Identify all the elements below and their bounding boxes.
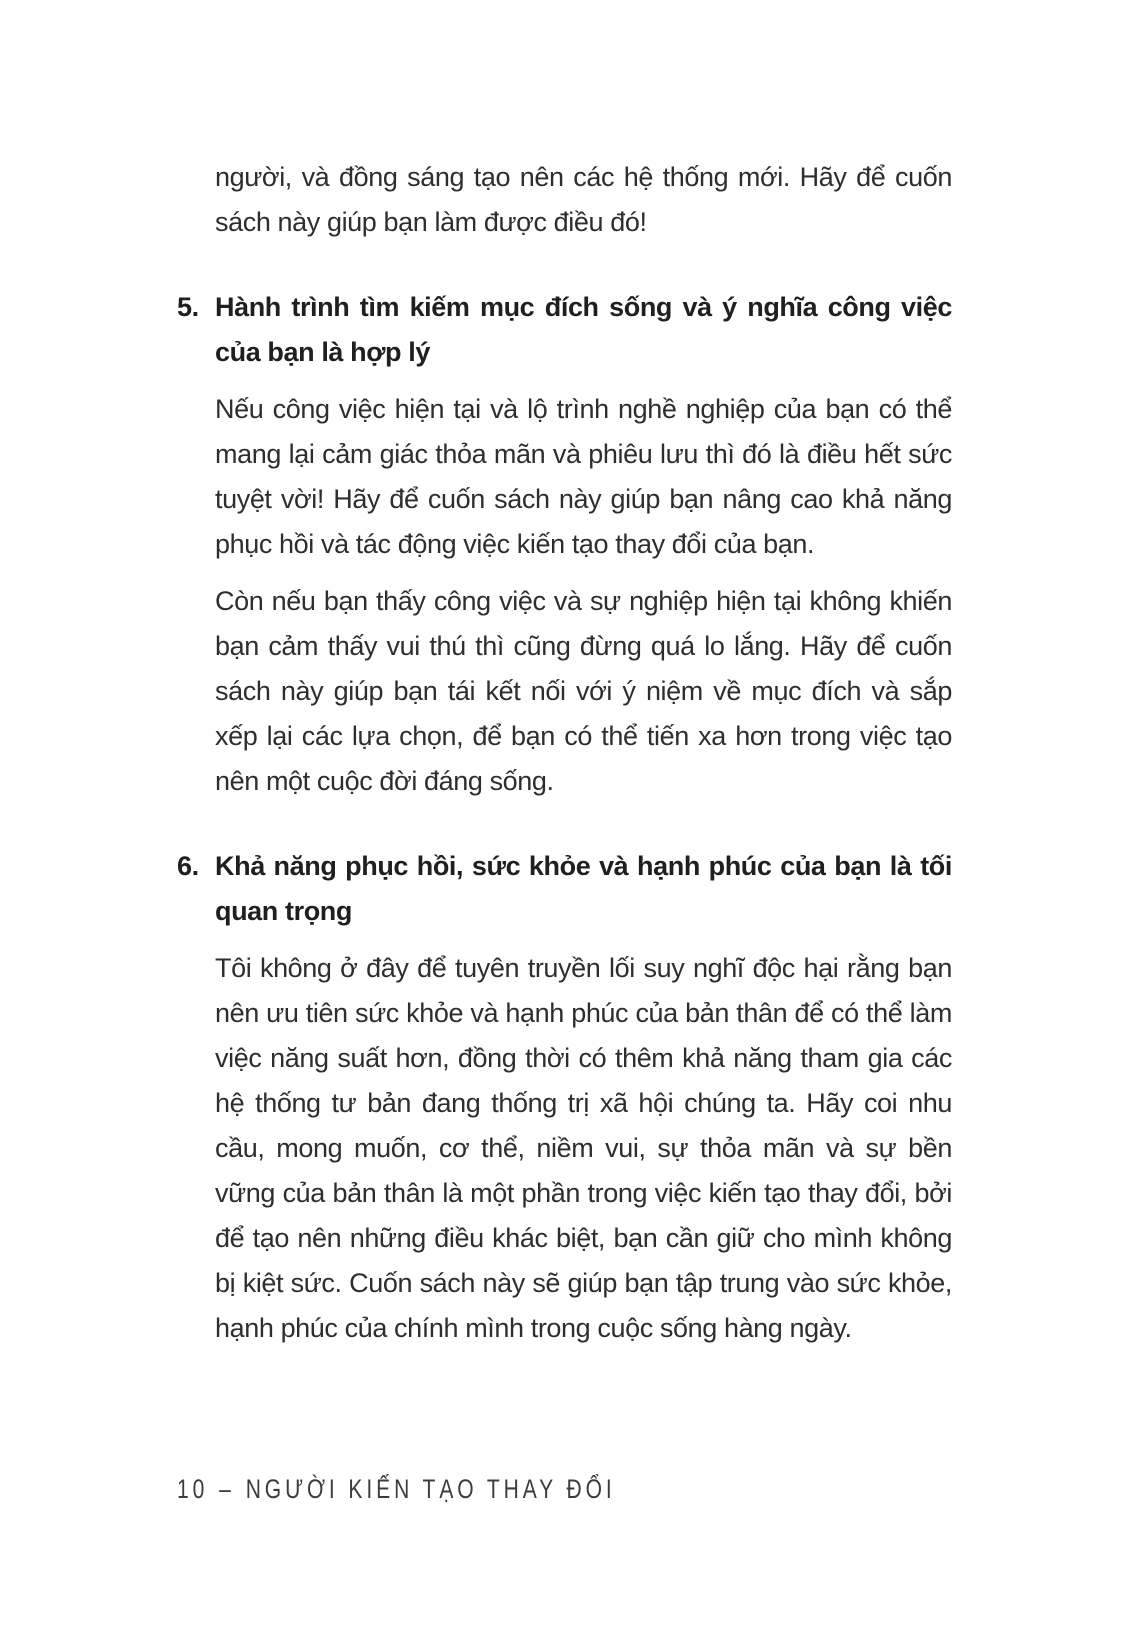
item-6-heading-text: Khả năng phục hồi, sức khỏe và hạnh phúc của bạn là tối quan trọng (215, 851, 952, 926)
item-6-paragraph-1: Tôi không ở đây để tuyên truyền lối suy nghĩ độc hại rằng bạn nên ưu tiên sức khỏe và hạnh phúc của bản thân để có thể làm việc năng suất hơn, đồng thời có thêm khả năng tham gia các hệ thống tư bản đang thống trị xã hội chúng ta. Hãy coi nhu cầu, mong muốn, cơ thể, niềm vui, sự thỏa mãn và sự bền vững của bản thân là một phần trong việc kiến tạo thay đổi, bởi để tạo nên những điều khác biệt, bạn cần giữ cho mình không bị kiệt sức. Cuốn sách này sẽ giúp bạn tập trung vào sức khỏe, hạnh phúc của chính mình trong cuộc sống hàng ngày. (215, 953, 952, 1343)
item-6-heading (177, 844, 952, 934)
intro-paragraph: người, và đồng sáng tạo nên các hệ thống mới. Hãy để cuốn sách này giúp bạn làm được điều đó! (215, 162, 952, 237)
page-content (177, 0, 952, 1351)
item-6-number: 6. (177, 851, 199, 881)
numbered-item-5 (177, 285, 952, 804)
item-5-heading-text: Hành trình tìm kiếm mục đích sống và ý nghĩa công việc của bạn là hợp lý (215, 292, 952, 367)
page-footer (177, 1474, 616, 1505)
page-number: 10 (177, 1474, 209, 1504)
item-5-paragraph-1: Nếu công việc hiện tại và lộ trình nghề nghiệp của bạn có thể mang lại cảm giác thỏa mãn và phiêu lưu thì đó là điều hết sức tuyệt vời! Hãy để cuốn sách này giúp bạn nâng cao khả năng phục hồi và tác động việc kiến tạo thay đổi của bạn. (215, 394, 952, 559)
book-title: NGƯỜI KIẾN TẠO THAY ĐỔI (245, 1474, 616, 1504)
item-5-paragraph-2: Còn nếu bạn thấy công việc và sự nghiệp hiện tại không khiến bạn cảm thấy vui thú thì cũng đừng quá lo lắng. Hãy để cuốn sách này giúp bạn tái kết nối với ý niệm về mục đích và sắp xếp lại các lựa chọn, để bạn có thể tiến xa hơn trong việc tạo nên một cuộc đời đáng sống. (215, 586, 952, 796)
numbered-item-6 (177, 844, 952, 1351)
item-5-heading (177, 285, 952, 375)
footer-separator: – (219, 1474, 235, 1504)
item-5-number: 5. (177, 292, 199, 322)
